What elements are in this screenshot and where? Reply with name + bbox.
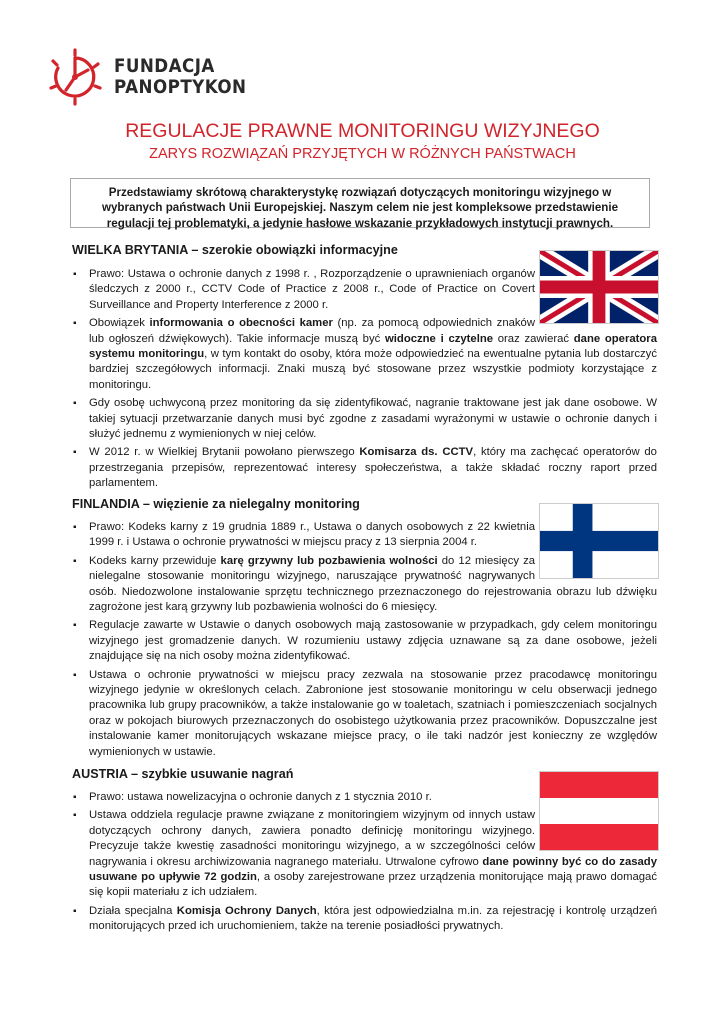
list-item bbox=[72, 618, 657, 664]
section-heading-uk bbox=[72, 243, 398, 257]
body-text: W 2012 r. w Wielkiej Brytanii powołano pierwszego bbox=[89, 446, 360, 459]
body-text: do 12 miesięcy za nielegalne stosowanie monitoringu wizyjnego, naruszające prywatność nagrywanych osób. Niedozwolone instalowanie sprzętu technicznego przeznaczonego do rejestrowania obrazu lub dźwięku zagrożone jest karą grzywny lub pozbawienia wolności do 6 miesięcy. bbox=[89, 554, 657, 614]
intro-box: Przedstawiamy skrótową charakterystykę rozwiązań dotyczących monitoringu wizyjnego w wybranych państwach Unii Europejskiej. Naszym celem nie jest kompleksowe przedstawienie regulacji tej problematyki, a jedynie hasłowe wskazanie przykładowych instytucji prawnych. bbox=[70, 178, 650, 228]
body-text: , który ma zachęcać operatorów do przestrzegania przepisów, reprezentować interesy społeczeństwa, a także składać roczny raport przed parlamentem. bbox=[89, 446, 657, 490]
country-name: WIELKA BRYTANIA bbox=[72, 243, 188, 257]
section-list-uk bbox=[72, 267, 657, 495]
panoptykon-logo-icon bbox=[44, 46, 106, 108]
list-item bbox=[72, 668, 657, 760]
body-text: Prawo: Kodeks karny z 19 grudnia 1889 r., Ustawa o danych osobowych z 22 kwietnia 1999 r. i Ustawa o ochronie prywatności w miejscu pracy z 13 sierpnia 2004 r. bbox=[89, 521, 535, 549]
list-item bbox=[72, 316, 657, 393]
body-text: Gdy osobę uchwyconą przez monitoring da się zidentyfikować, nagranie traktowane jest jak dane osobowe. W takiej sytuacji przetwarzanie danych musi być zgodne z zasadami wyrażonymi w ustawie o ochronie danych i służyć jednemu z wymienionych w niej celów. bbox=[89, 397, 657, 441]
body-text: Ustawa oddziela regulacje prawne związane z monitoringiem wizyjnym od innych ustaw dotyczących ochrony danych, zawiera ponadto definicję monitoringu wizyjnego. Precyzuje także kwestię zasadności monitoringu wizyjnego, a w szczególności celów nagrywania i okresu archiwizowania nagranego materiału. Utrwalone cyfrowo bbox=[89, 809, 535, 868]
section-headline: – więzienie za nielegalny monitoring bbox=[139, 497, 360, 511]
list-item bbox=[72, 267, 657, 313]
brand-name bbox=[114, 56, 246, 98]
emphasis-text: dane operatora systemu monitoringu bbox=[89, 332, 657, 361]
emphasis-text: dane powinny być co do zasady usuwane po upływie 72 godzin bbox=[89, 855, 657, 884]
section-list-finland bbox=[72, 520, 657, 763]
section-heading-austria bbox=[72, 767, 293, 781]
list-item bbox=[72, 554, 657, 616]
section-headline: – szerokie obowiązki informacyjne bbox=[187, 243, 398, 257]
brand-line-2: PANOPTYKON bbox=[114, 76, 247, 98]
body-text: Kodeks karny przewiduje bbox=[89, 554, 221, 567]
body-text: Ustawa o ochronie prywatności w miejscu pracy zezwala na stosowanie przez pracodawcę monitoringu wizyjnego jedynie w określonych celach. Zabronione jest stosowanie monitoringu w celu obserwacji jednego pracownika lub grupy pracowników, a także instalowanie go w toaletach, szatniach i pomieszczeniach socjalnych oraz w pokojach biurowych przeznaczonych do osobistego użytkowania przez pracowników. Dopuszczalne jest instalowanie kamer monitorujących wskazane miejsce pracy, o ile taki nadzór jest konieczny ze względów wymienionych w ustawie. bbox=[89, 668, 657, 758]
emphasis-text: Komisarza ds. CCTV bbox=[359, 446, 474, 459]
body-text: Prawo: ustawa nowelizacyjna o ochronie danych z 1 stycznia 2010 r. bbox=[89, 791, 432, 803]
list-item bbox=[72, 808, 657, 900]
list-item bbox=[72, 790, 657, 805]
page-subtitle: ZARYS ROZWIĄZAŃ PRZYJĘTYCH W RÓŻNYCH PAŃSTWACH bbox=[149, 146, 576, 162]
body-text: , a osoby zarejestrowane przez urządzenia monitorujące mają prawo domagać się kopii materiału z ich udziałem. bbox=[89, 871, 657, 899]
list-item bbox=[72, 445, 657, 491]
page-title: REGULACJE PRAWNE MONITORINGU WIZYJNEGO bbox=[125, 120, 600, 142]
brand-line-1: FUNDACJA bbox=[114, 55, 215, 77]
body-text: Działa specjalna bbox=[89, 904, 177, 917]
emphasis-text: Komisja Ochrony Danych bbox=[176, 904, 317, 917]
country-name: FINLANDIA bbox=[72, 497, 140, 511]
body-text: , w tym kontakt do osoby, która może odpowiedzieć na ewentualne pytania lub dostarczyć bardziej szczegółowych informacji. Znaki muszą być stosowane przez wszystkie podmioty korzystające z monitoringu. bbox=[89, 348, 657, 391]
body-text: Obowiązek bbox=[89, 317, 150, 330]
list-item bbox=[72, 396, 657, 442]
body-text: oraz zawierać bbox=[493, 332, 574, 345]
country-name: AUSTRIA bbox=[72, 767, 128, 781]
section-heading-finland bbox=[72, 497, 360, 511]
list-item bbox=[72, 520, 657, 551]
body-text: Prawo: Ustawa o ochronie danych z 1998 r. , Rozporządzenie o uprawnieniach organów śledczych z 2000 r., CCTV Code of Practice z 2008 r., Code of Practice on Covert Surveillance and Property Interference z 2000 r. bbox=[89, 268, 535, 311]
body-text: , która jest odpowiedzialna m.in. za rejestrację i kontrolę urządzeń monitorujących przed ich uruchomieniem, także na terenie posiadłości prywatnych. bbox=[89, 904, 658, 933]
list-item bbox=[72, 904, 657, 935]
emphasis-text: karę grzywny lub pozbawienia wolności bbox=[220, 554, 438, 567]
section-headline: – szybkie usuwanie nagrań bbox=[127, 767, 294, 781]
emphasis-text: widoczne i czytelne bbox=[385, 332, 494, 345]
logo bbox=[44, 46, 265, 108]
emphasis-text: informowania o obecności kamer bbox=[149, 317, 333, 330]
body-text: Regulacje zawarte w Ustawie o danych osobowych mają zastosowanie w przypadkach, gdy celem monitoringu wizyjnego jest gromadzenie danych. W rozumieniu ustawy zdjęcia uznawane są za dane osobowe, jeżeli znajdujące się na nich osoby można zidentyfikować. bbox=[89, 619, 657, 663]
body-text: (np. za pomocą odpowiednich znaków lub ogłoszeń dźwiękowych). Takie informacje muszą być bbox=[89, 317, 535, 345]
section-list-austria bbox=[72, 790, 657, 938]
